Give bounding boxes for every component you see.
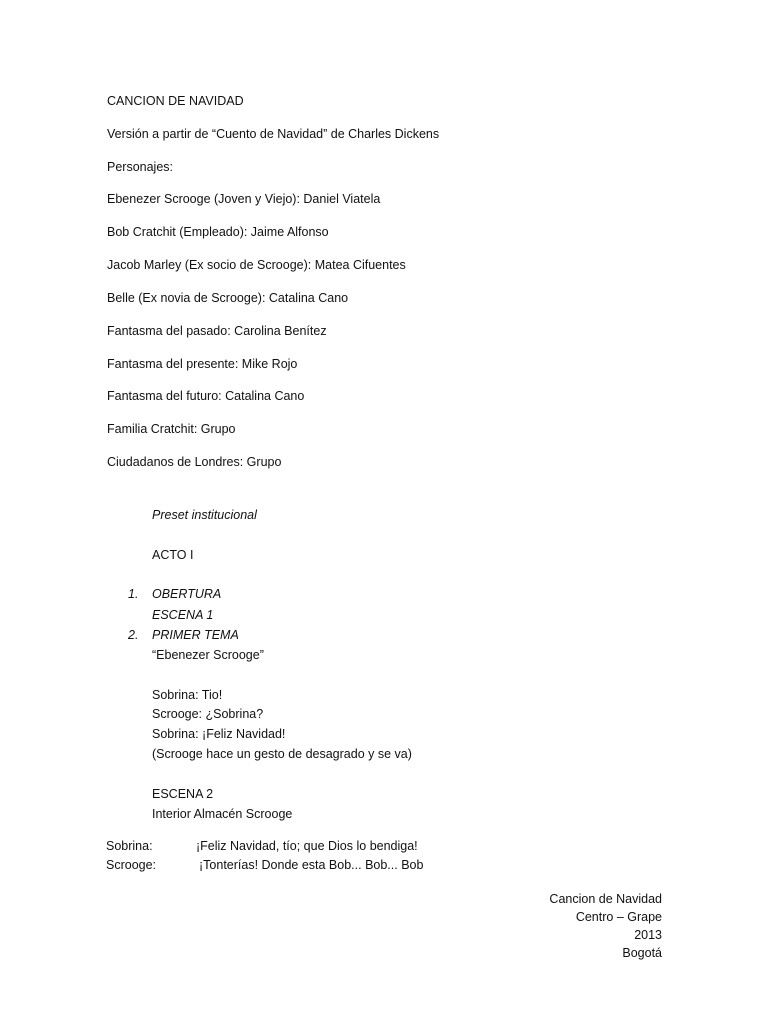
list-item: “Ebenezer Scrooge” (152, 648, 264, 662)
list-item: ESCENA 1 (152, 608, 214, 622)
footer-organization: Centro – Grape (575, 910, 662, 924)
footer-city: Bogotá (622, 946, 662, 960)
character-line: Fantasma del presente: Mike Rojo (107, 357, 298, 371)
dialogue-line: Sobrina: Tio! (152, 688, 223, 702)
document-title: CANCION DE NAVIDAD (107, 94, 244, 108)
speaker-line: ¡Tonterías! Donde esta Bob... Bob... Bob (199, 858, 424, 872)
speaker-label: Scrooge: (106, 858, 157, 872)
characters-heading: Personajes: (107, 160, 174, 174)
character-line: Jacob Marley (Ex socio de Scrooge): Matea Cifuentes (107, 258, 406, 272)
list-item: PRIMER TEMA (152, 628, 239, 642)
stage-direction: (Scrooge hace un gesto de desagrado y se va) (152, 747, 412, 761)
character-line: Fantasma del futuro: Catalina Cano (107, 389, 305, 403)
version-line: Versión a partir de “Cuento de Navidad” de Charles Dickens (107, 127, 440, 141)
list-number: 1. (128, 587, 139, 601)
footer-year: 2013 (634, 928, 662, 942)
list-number: 2. (128, 628, 139, 642)
character-line: Fantasma del pasado: Carolina Benítez (107, 324, 327, 338)
footer-title: Cancion de Navidad (549, 892, 662, 906)
speaker-line: ¡Feliz Navidad, tío; que Dios lo bendiga! (196, 839, 418, 853)
character-line: Ciudadanos de Londres: Grupo (107, 455, 282, 469)
character-line: Bob Cratchit (Empleado): Jaime Alfonso (107, 225, 329, 239)
act-heading: ACTO I (152, 548, 194, 562)
scene-heading: ESCENA 2 (152, 787, 214, 801)
character-line: Familia Cratchit: Grupo (107, 422, 236, 436)
character-line: Ebenezer Scrooge (Joven y Viejo): Daniel Viatela (107, 192, 381, 206)
scene-location: Interior Almacén Scrooge (152, 807, 293, 821)
character-line: Belle (Ex novia de Scrooge): Catalina Cano (107, 291, 349, 305)
speaker-label: Sobrina: (106, 839, 153, 853)
dialogue-line: Sobrina: ¡Feliz Navidad! (152, 727, 286, 741)
dialogue-line: Scrooge: ¿Sobrina? (152, 707, 264, 721)
preset-note: Preset institucional (152, 508, 257, 522)
list-item: OBERTURA (152, 587, 222, 601)
